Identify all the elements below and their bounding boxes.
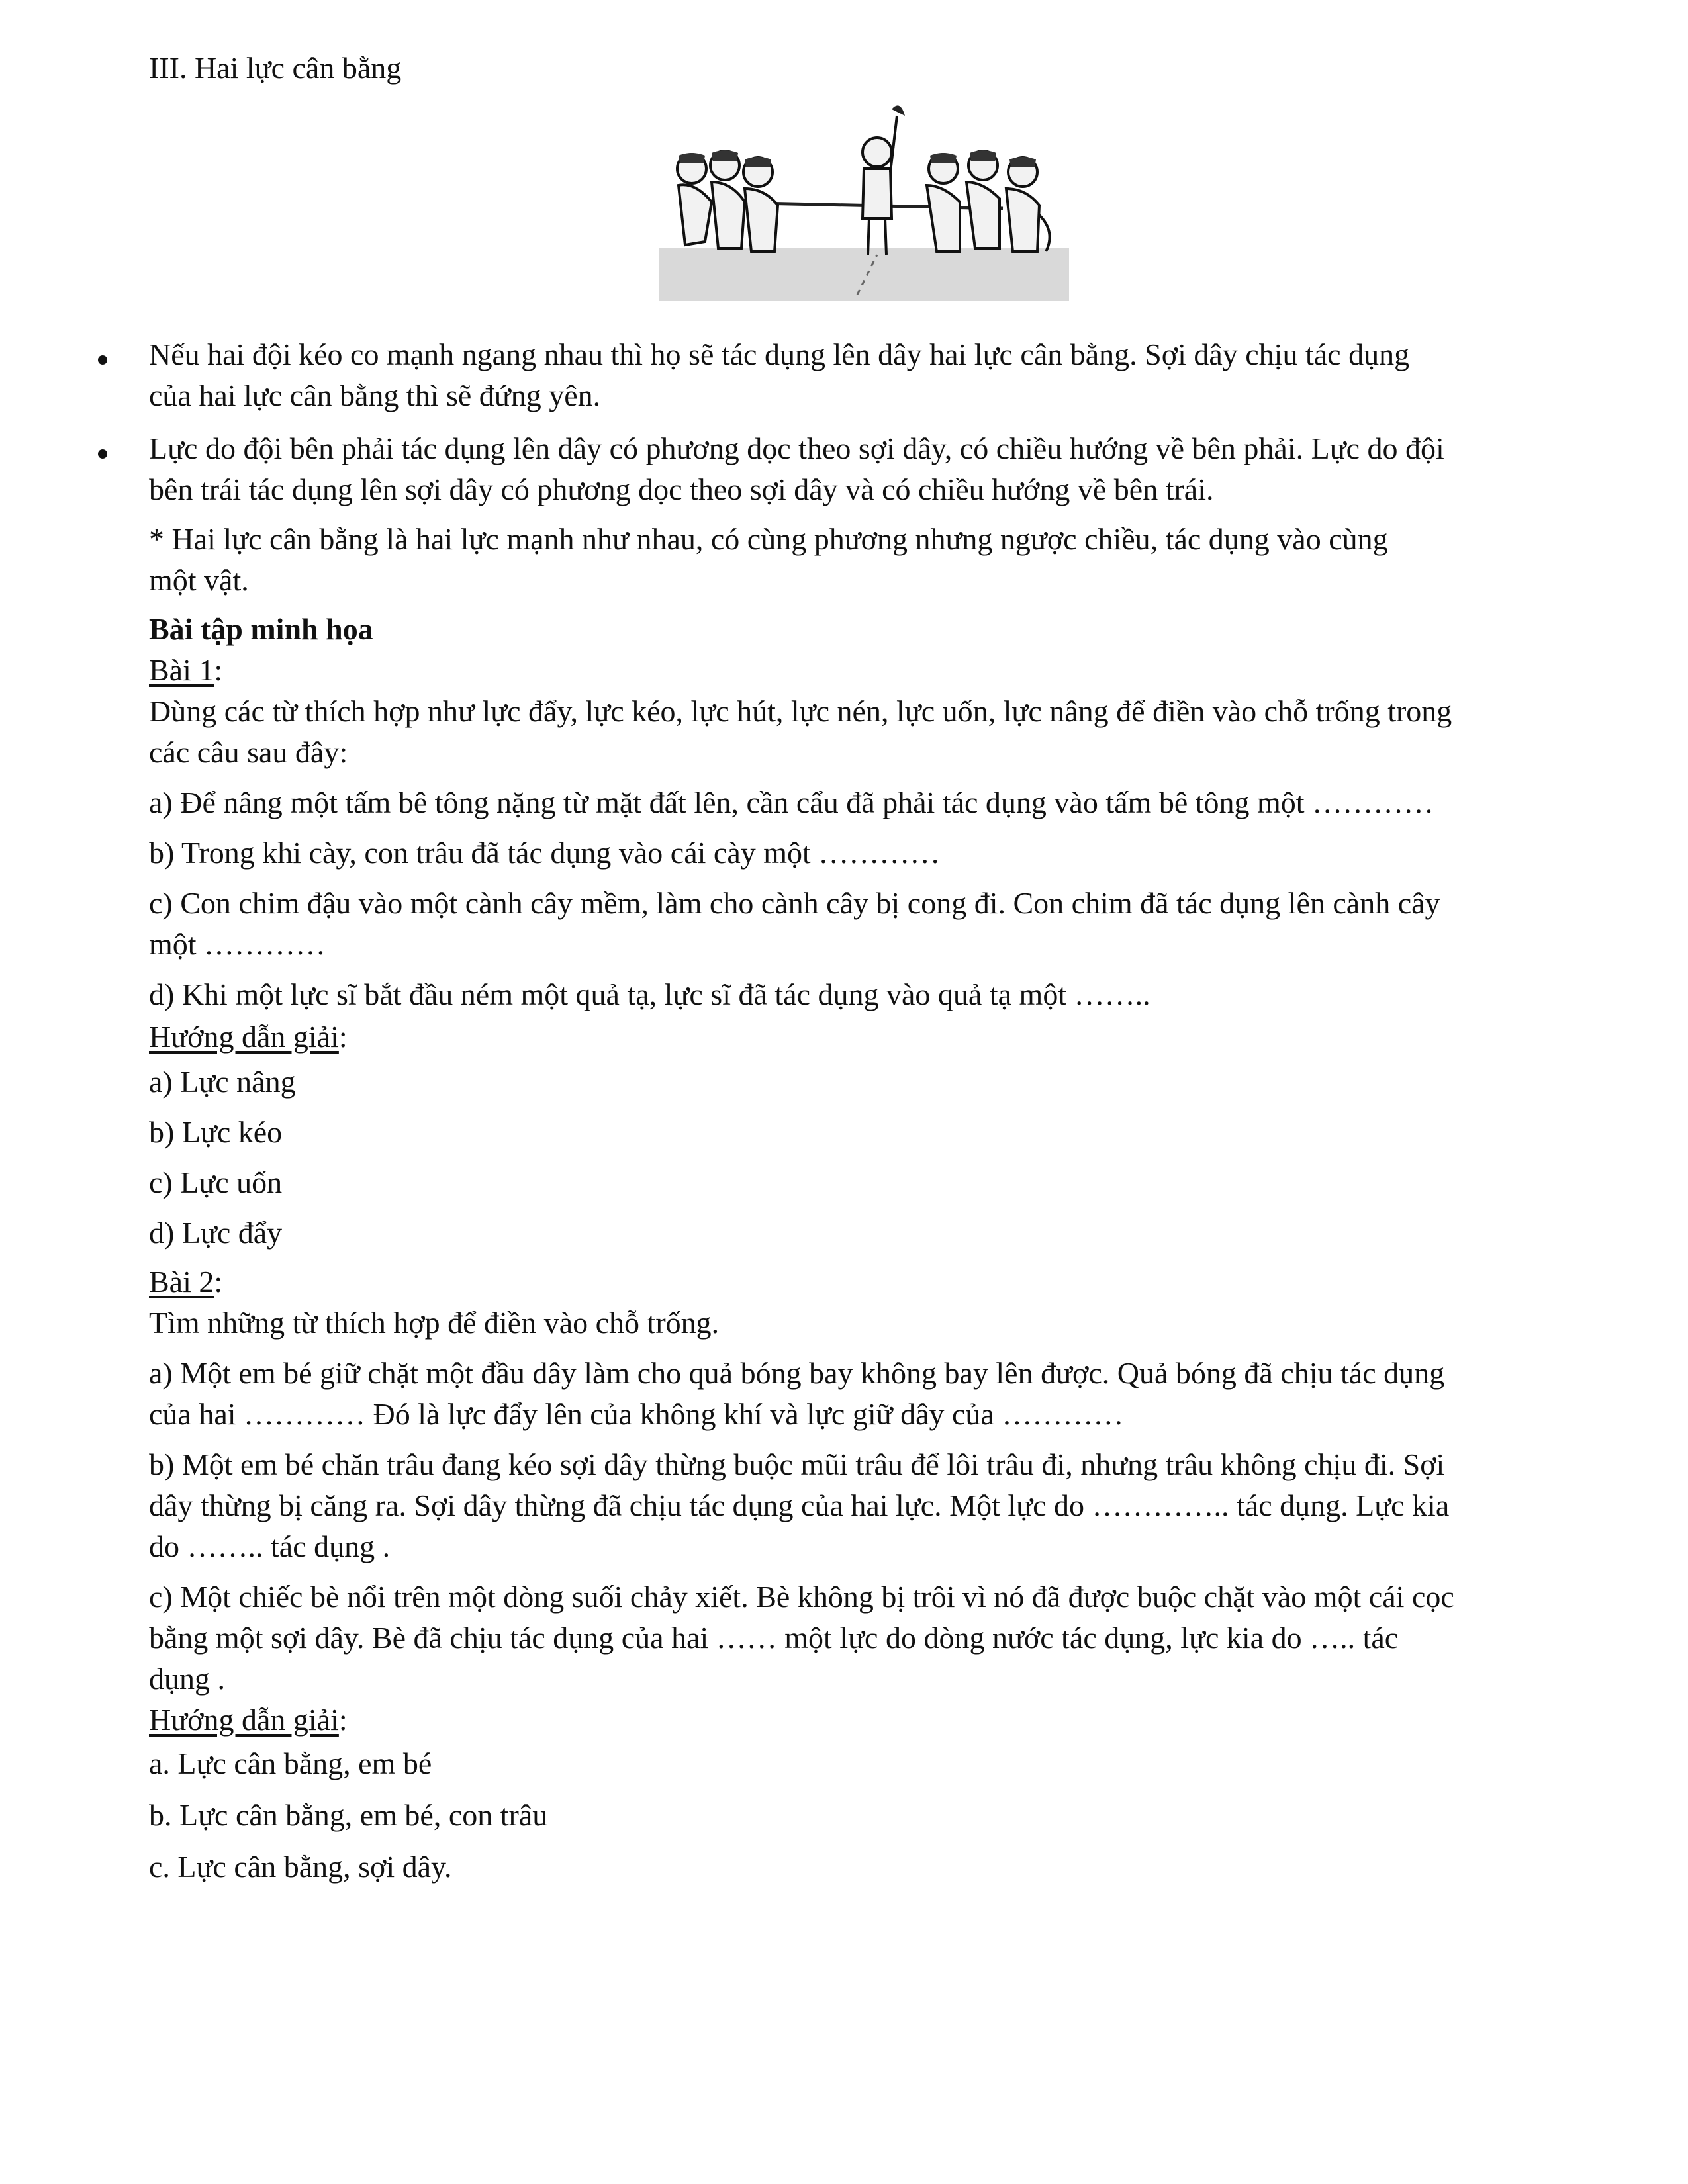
bullet-1-line-2: của hai lực cân bằng thì sẽ đứng yên.: [149, 379, 601, 412]
bullet-1-line-1: Nếu hai đội kéo co mạnh ngang nhau thì họ sẽ tác dụng lên dây hai lực cân bằng. Sợi dây chịu tác dụng: [149, 338, 1410, 371]
exercise-2-question-c-line-1: c) Một chiếc bè nổi trên một dòng suối chảy xiết. Bè không bị trôi vì nó đã được buộc chặt vào một cái cọc: [149, 1580, 1454, 1614]
exercise-1-guide-label: [149, 1017, 348, 1058]
exercise-1-question-d: d) Khi một lực sĩ bắt đầu ném một quả tạ, lực sĩ đã tác dụng vào quả tạ một ……..: [149, 978, 1150, 1011]
exercise-1-guide-colon: :: [338, 1020, 348, 1054]
exercise-2-prompt: Tìm những từ thích hợp để điền vào chỗ trống.: [149, 1306, 720, 1340]
exercise-1-prompt-line-2: các câu sau đây:: [149, 735, 348, 769]
exercises-heading: Bài tập minh họa: [149, 612, 373, 646]
exercise-2-colon: :: [214, 1265, 223, 1298]
exercise-1-answer-d: d) Lực đẩy: [149, 1216, 283, 1250]
exercise-2-guide-colon: :: [338, 1703, 348, 1737]
bullet-2-line-2: bên trái tác dụng lên sợi dây có phương dọc theo sợi dây và có chiều hướng về bên trái.: [149, 473, 1214, 506]
exercise-2-guide-text: Hướng dẫn giải: [149, 1703, 339, 1737]
exercise-2-question-b-line-2: dây thừng bị căng ra. Sợi dây thừng đã chịu tác dụng của hai lực. Một lực do ………….. tác dụng. Lực kia: [149, 1488, 1450, 1522]
tug-of-war-illustration: [659, 89, 1069, 301]
exercise-2-guide-label: [149, 1700, 348, 1741]
exercise-1-question-c-line-1: c) Con chim đậu vào một cành cây mềm, làm cho cành cây bị cong đi. Con chim đã tác dụng lên cành cây: [149, 886, 1440, 920]
exercise-1-prompt-line-1: Dùng các từ thích hợp như lực đẩy, lực kéo, lực hút, lực nén, lực uốn, lực nâng để điền vào chỗ trống trong: [149, 694, 1452, 728]
exercise-1-question-b: b) Trong khi cày, con trâu đã tác dụng vào cái cày một …………: [149, 836, 941, 870]
bullet-dot: [98, 449, 107, 459]
exercise-2-label: [149, 1261, 222, 1302]
section-title: III. Hai lực cân bằng: [149, 51, 402, 85]
exercise-2-answer-c: c. Lực cân bằng, sợi dây.: [149, 1850, 452, 1884]
exercise-1-answer-b: b) Lực kéo: [149, 1115, 283, 1149]
exercise-1-guide-text: Hướng dẫn giải: [149, 1020, 339, 1054]
note-line-1: * Hai lực cân bằng là hai lực mạnh như nhau, có cùng phương nhưng ngược chiều, tác dụng vào cùng: [149, 522, 1388, 556]
bullet-dot: [98, 355, 107, 365]
bullet-2-line-1: Lực do đội bên phải tác dụng lên dây có phương dọc theo sợi dây, có chiều hướng về bên phải. Lực do đội: [149, 432, 1444, 465]
exercise-2-label-text: Bài 2: [149, 1265, 214, 1298]
exercise-1-label: [149, 650, 222, 691]
exercise-2-question-a-line-1: a) Một em bé giữ chặt một đầu dây làm cho quả bóng bay không bay lên được. Quả bóng đã chịu tác dụng: [149, 1356, 1445, 1390]
exercise-1-answer-a: a) Lực nâng: [149, 1065, 296, 1099]
exercise-2-question-b-line-1: b) Một em bé chăn trâu đang kéo sợi dây thừng buộc mũi trâu để lôi trâu đi, nhưng trâu không chịu đi. Sợi: [149, 1447, 1445, 1481]
exercise-2-question-c-line-2: bằng một sợi dây. Bè đã chịu tác dụng của hai …… một lực do dòng nước tác dụng, lực kia do ….. tác: [149, 1621, 1399, 1655]
exercise-2-question-a-line-2: của hai ………… Đó là lực đẩy lên của không khí và lực giữ dây của …………: [149, 1397, 1124, 1431]
exercise-1-question-a: a) Để nâng một tấm bê tông nặng từ mặt đất lên, cần cẩu đã phải tác dụng vào tấm bê tông một …………: [149, 786, 1434, 819]
exercise-2-question-c-line-3: dụng .: [149, 1662, 225, 1696]
exercise-2-question-b-line-3: do …….. tác dụng .: [149, 1529, 391, 1563]
exercise-1-question-c-line-2: một …………: [149, 927, 326, 961]
exercise-1-answer-c: c) Lực uốn: [149, 1165, 283, 1199]
exercise-2-answer-a: a. Lực cân bằng, em bé: [149, 1747, 432, 1780]
note-line-2: một vật.: [149, 563, 249, 597]
exercise-2-answer-b: b. Lực cân bằng, em bé, con trâu: [149, 1798, 548, 1832]
exercise-1-colon: :: [214, 653, 223, 687]
exercise-1-label-text: Bài 1: [149, 653, 214, 687]
